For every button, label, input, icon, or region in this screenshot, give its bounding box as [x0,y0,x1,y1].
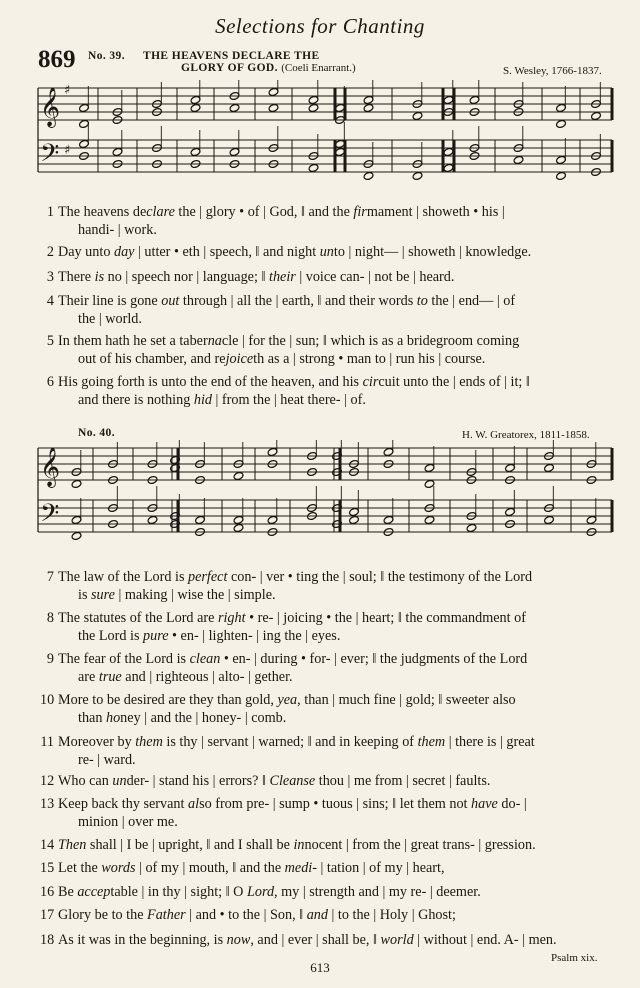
treble-clef-icon: 𝄞 [40,87,61,127]
note-head [469,95,480,104]
note-head [233,523,244,532]
note-head [513,155,524,164]
note-head [195,515,206,524]
verse-line: In them hath he set a tabernacle | for the | sun; ‖ which is as a bridegroom coming [58,333,520,349]
verse-line: Keep back thy servant also from pre- | sump • tuous | sins; ‖ let them not have do- | [58,796,527,812]
chant2-score [0,440,640,555]
note-head [586,515,597,524]
verse-line: the Lord is pure • en- | lighten- | ing the | eyes. [78,628,341,644]
verse-number: 5 [46,333,54,349]
note-head [79,139,90,148]
bass-clef-icon: 𝄢 [40,499,60,534]
page-title: Selections for Chanting [215,14,425,38]
bass-clef-icon: 𝄢 [40,139,60,174]
note-head [443,163,454,172]
note-head [544,463,555,472]
verse-line: More to be desired are they than gold, yea, than | much fine | gold; ‖ sweeter also [58,692,516,708]
verse-line: Day unto day | utter • eth | speech, ‖ and night unto | night— | showeth | knowledge. [58,244,532,260]
verse-line: re- | ward. [78,752,136,768]
note-head [412,111,423,120]
chant2-composer: H. W. Greatorex, 1811-1858. [462,429,590,441]
note-head [424,479,435,488]
verse-line: There is no | speech nor | language; ‖ their | voice can- | not be | heard. [58,269,455,285]
hymn-number: 869 [38,46,76,73]
verse-line: is sure | making | wise the | simple. [78,587,276,603]
verse-number: 11 [40,734,54,750]
note-head [556,119,567,128]
verse-line: As it was in the beginning, is now, and | ever | shall be, ‖ world | without | end. A- | men. [58,932,557,948]
verse-line: than honey | and the | honey- | comb. [78,710,287,726]
verse-number: 6 [46,374,54,390]
page-number: 613 [310,960,330,975]
note-head [267,447,278,456]
verse-line: Be acceptable | in thy | sight; ‖ O Lord, my | strength and | my re- | deemer. [58,884,481,900]
verse-line: the | world. [78,311,142,327]
note-head [349,507,360,516]
note-head [229,103,240,112]
note-head [424,463,435,472]
note-head [443,147,454,156]
psalm-reference: Psalm xix. [551,952,598,964]
verse-number: 15 [40,860,55,876]
verse-number: 14 [40,837,55,853]
note-head [443,95,454,104]
verse-line: Moreover by them is thy | servant | warned; ‖ and in keeping of them | there is | great [58,734,535,750]
verse-number: 18 [40,932,55,948]
chant1-score [0,80,640,195]
verse-line: handi- | work. [78,222,157,238]
note-head [544,515,555,524]
verse-number: 16 [40,884,55,900]
note-head [505,507,516,516]
verse-line: His going forth is unto the end of the heaven, and his circuit unto the | ends of | it; ‖ [58,374,530,390]
verse-line: Their line is gone out through | all the | earth, ‖ and their words to the | end— | of [58,293,516,309]
note-head [308,95,319,104]
verse-line: The fear of the Lord is clean • en- | during • for- | ever; ‖ the judgments of the Lord [58,651,528,667]
verse-number: 7 [46,569,54,585]
verse-number: 12 [40,773,55,789]
note-head [412,171,423,180]
verse-number: 13 [40,796,55,812]
verse-number: 4 [46,293,54,309]
note-head [556,171,567,180]
verse-line: Let the words | of my | mouth, ‖ and the medi- | tation | of my | heart, [58,860,445,876]
verse-number: 9 [46,651,54,667]
sharp-icon: ♯ [64,143,71,158]
note-head [363,171,374,180]
note-head [556,103,567,112]
note-head [363,103,374,112]
note-head [556,155,567,164]
note-head [308,163,319,172]
verse-line: minion | over me. [78,814,178,830]
verse-number: 17 [40,907,55,923]
note-head [229,147,240,156]
note-head [349,515,360,524]
verse-number: 2 [46,244,54,260]
verse-line: Glory be to the Father | and • to the | Son, ‖ and | to the | Holy | Ghost; [58,907,456,923]
note-head [79,103,90,112]
note-head [112,147,123,156]
verse-number: 3 [46,269,54,285]
note-head [363,95,374,104]
verse-line: The statutes of the Lord are right • re- | joicing • the | heart; ‖ the commandment of [58,610,526,626]
note-head [190,103,201,112]
note-head [233,515,244,524]
note-head [190,95,201,104]
note-head [268,87,279,96]
note-head [424,515,435,524]
note-head [383,447,394,456]
note-head [505,463,516,472]
note-head [190,147,201,156]
verse-line: The heavens declare the | glory • of | God, ‖ and the firmament | showeth • his | [58,204,505,220]
sharp-icon: ♯ [64,83,71,98]
note-head [267,515,278,524]
verse-line: and there is nothing hid | from the | heat there- | of. [78,392,366,408]
verse-number: 8 [46,610,54,626]
verse-line: are true and | righteous | alto- | gether. [78,669,293,685]
verse-line: The law of the Lord is perfect con- | ver • ting the | soul; ‖ the testimony of the Lord [58,569,533,585]
note-head [233,471,244,480]
verse-number: 10 [40,692,55,708]
note-head [383,515,394,524]
verse-number: 1 [46,204,54,220]
note-head [466,523,477,532]
chant1-label: No. 39. [88,50,125,62]
note-head [268,103,279,112]
chant1-composer: S. Wesley, 1766-1837. [503,65,602,77]
verse-line: Who can under- | stand his | errors? ‖ Cleanse thou | me from | secret | faults. [58,773,491,789]
verse-line: out of his chamber, and rejoiceth as a | strong • man to | run his | course. [78,351,486,367]
chant1-title-line2: GLORY OF GOD. (Coeli Enarrant.) [181,62,356,74]
note-head [71,515,82,524]
note-head [79,119,90,128]
note-head [71,479,82,488]
note-head [308,103,319,112]
note-head [71,531,82,540]
chant2-label: No. 40. [78,427,115,439]
treble-clef-icon: 𝄞 [40,447,61,487]
chant1-title-line1: THE HEAVENS DECLARE THE [143,50,320,62]
verse-line: Then shall | I be | upright, ‖ and I shall be innocent | from the | great trans- | gression. [58,837,536,853]
note-head [147,515,158,524]
note-head [591,111,602,120]
